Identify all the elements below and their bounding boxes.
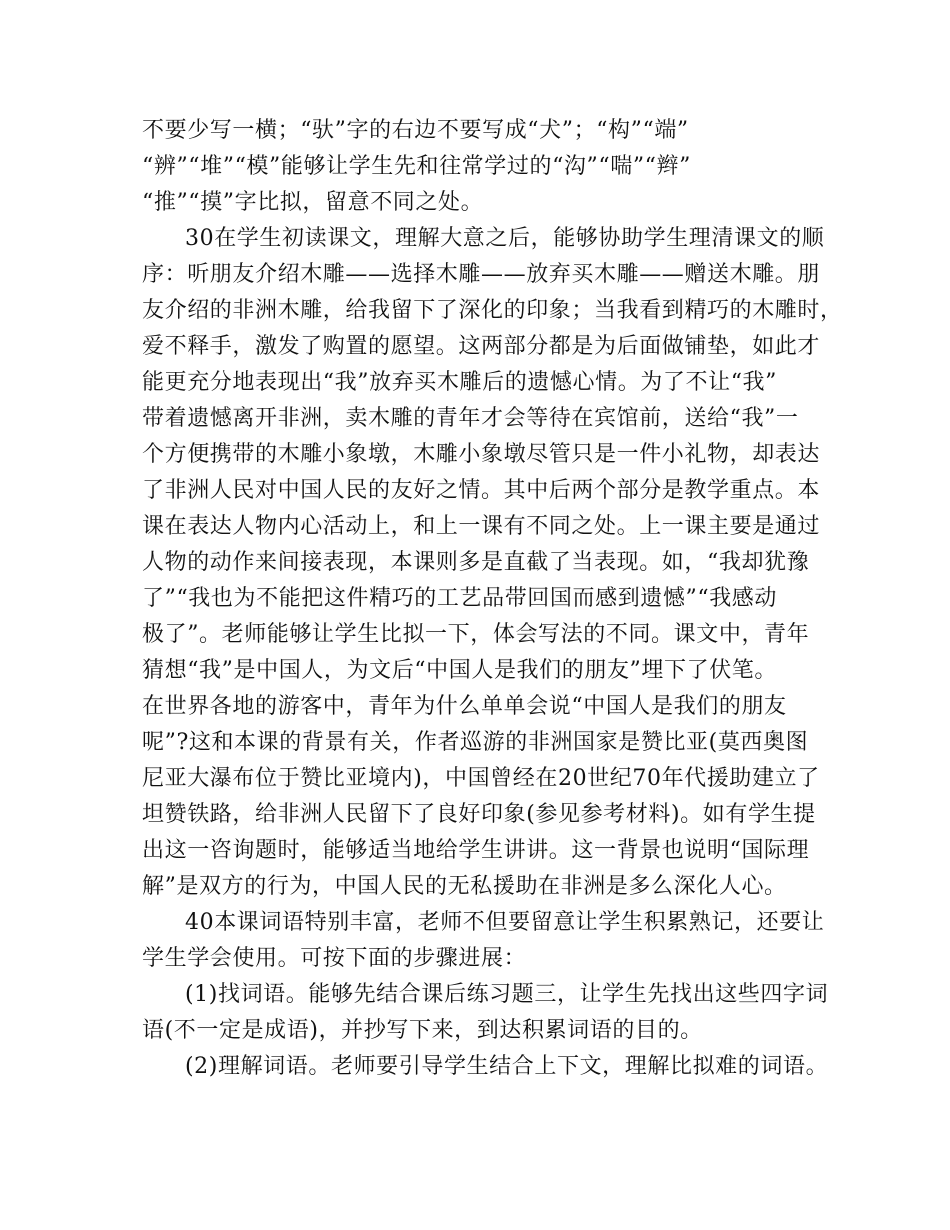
- text-line: 个方便携带的木雕小象墩，木雕小象墩尽管只是一件小礼物，却表达: [142, 442, 821, 467]
- text-line: 课在表达人物内心活动上，和上一课有不同之处。上一课主要是通过: [142, 514, 821, 539]
- text-line: “辨”“堆”“模”能够让学生先和往常学过的“沟”“喘”“辫”: [142, 154, 691, 179]
- text-line: 不要少写一横；“驮”字的右边不要写成“犬”；“构”“端”: [142, 118, 689, 143]
- text-line: 坦赞铁路，给非洲人民留下了良好印象(参见参考材料)。如有学生提: [142, 802, 816, 827]
- text-line: 猜想“我”是中国人，为文后“中国人是我们的朋友”埋下了伏笔。: [142, 658, 777, 683]
- text-line: 尼亚大瀑布位于赞比亚境内)，中国曾经在20世纪70年代援助建立了: [142, 766, 820, 791]
- text-line: 序：听朋友介绍木雕——选择木雕——放弃买木雕——赠送木雕。朋: [142, 262, 821, 287]
- text-line: 呢”?这和本课的背景有关，作者巡游的非洲国家是赞比亚(莫西奥图: [142, 730, 809, 755]
- text-line: 带着遗憾离开非洲，卖木雕的青年才会等待在宾馆前，送给“我”一: [142, 406, 799, 431]
- text-line: 友介绍的非洲木雕，给我留下了深化的印象；当我看到精巧的木雕时，: [142, 298, 843, 323]
- text-line: 学生学会使用。可按下面的步骤进展：: [142, 946, 527, 971]
- text-line: 人物的动作来间接表现，本课则多是直截了当表现。如，“我却犹豫: [142, 550, 810, 575]
- text-line: 了非洲人民对中国人民的友好之情。其中后两个部分是教学重点。本: [142, 478, 821, 503]
- list-item-line: (2)理解词语。老师要引导学生结合上下文，理解比拟难的词语。: [185, 1054, 829, 1079]
- text-line: 了”“我也为不能把这件精巧的工艺品带回国而感到遗憾”“我感动: [142, 586, 777, 611]
- list-item-line: (1)找词语。能够先结合课后练习题三，让学生先找出这些四字词: [185, 982, 829, 1007]
- paragraph-start-line: 30在学生初读课文，理解大意之后，能够协助学生理清课文的顺: [185, 226, 825, 251]
- text-line: “推”“摸”字比拟，留意不同之处。: [142, 190, 484, 215]
- text-line: 在世界各地的游客中，青年为什么单单会说“中国人是我们的朋友: [142, 694, 787, 719]
- text-line: 解”是双方的行为，中国人民的无私援助在非洲是多么深化人心。: [142, 874, 787, 899]
- text-line: 语(不一定是成语)，并抄写下来，到达积累词语的目的。: [142, 1018, 703, 1043]
- text-line: 出这一咨询题时，能够适当地给学生讲讲。这一背景也说明“国际理: [142, 838, 810, 863]
- text-line: 能更充分地表现出“我”放弃买木雕后的遗憾心情。为了不让“我”: [142, 370, 777, 395]
- text-line: 极了”。老师能够让学生比拟一下，体会写法的不同。课文中，青年: [142, 622, 810, 647]
- text-line: 爱不释手，激发了购置的愿望。这两部分都是为后面做铺垫，如此才: [142, 334, 821, 359]
- paragraph-start-line: 40本课词语特别丰富，老师不但要留意让学生积累熟记，还要让: [185, 910, 825, 935]
